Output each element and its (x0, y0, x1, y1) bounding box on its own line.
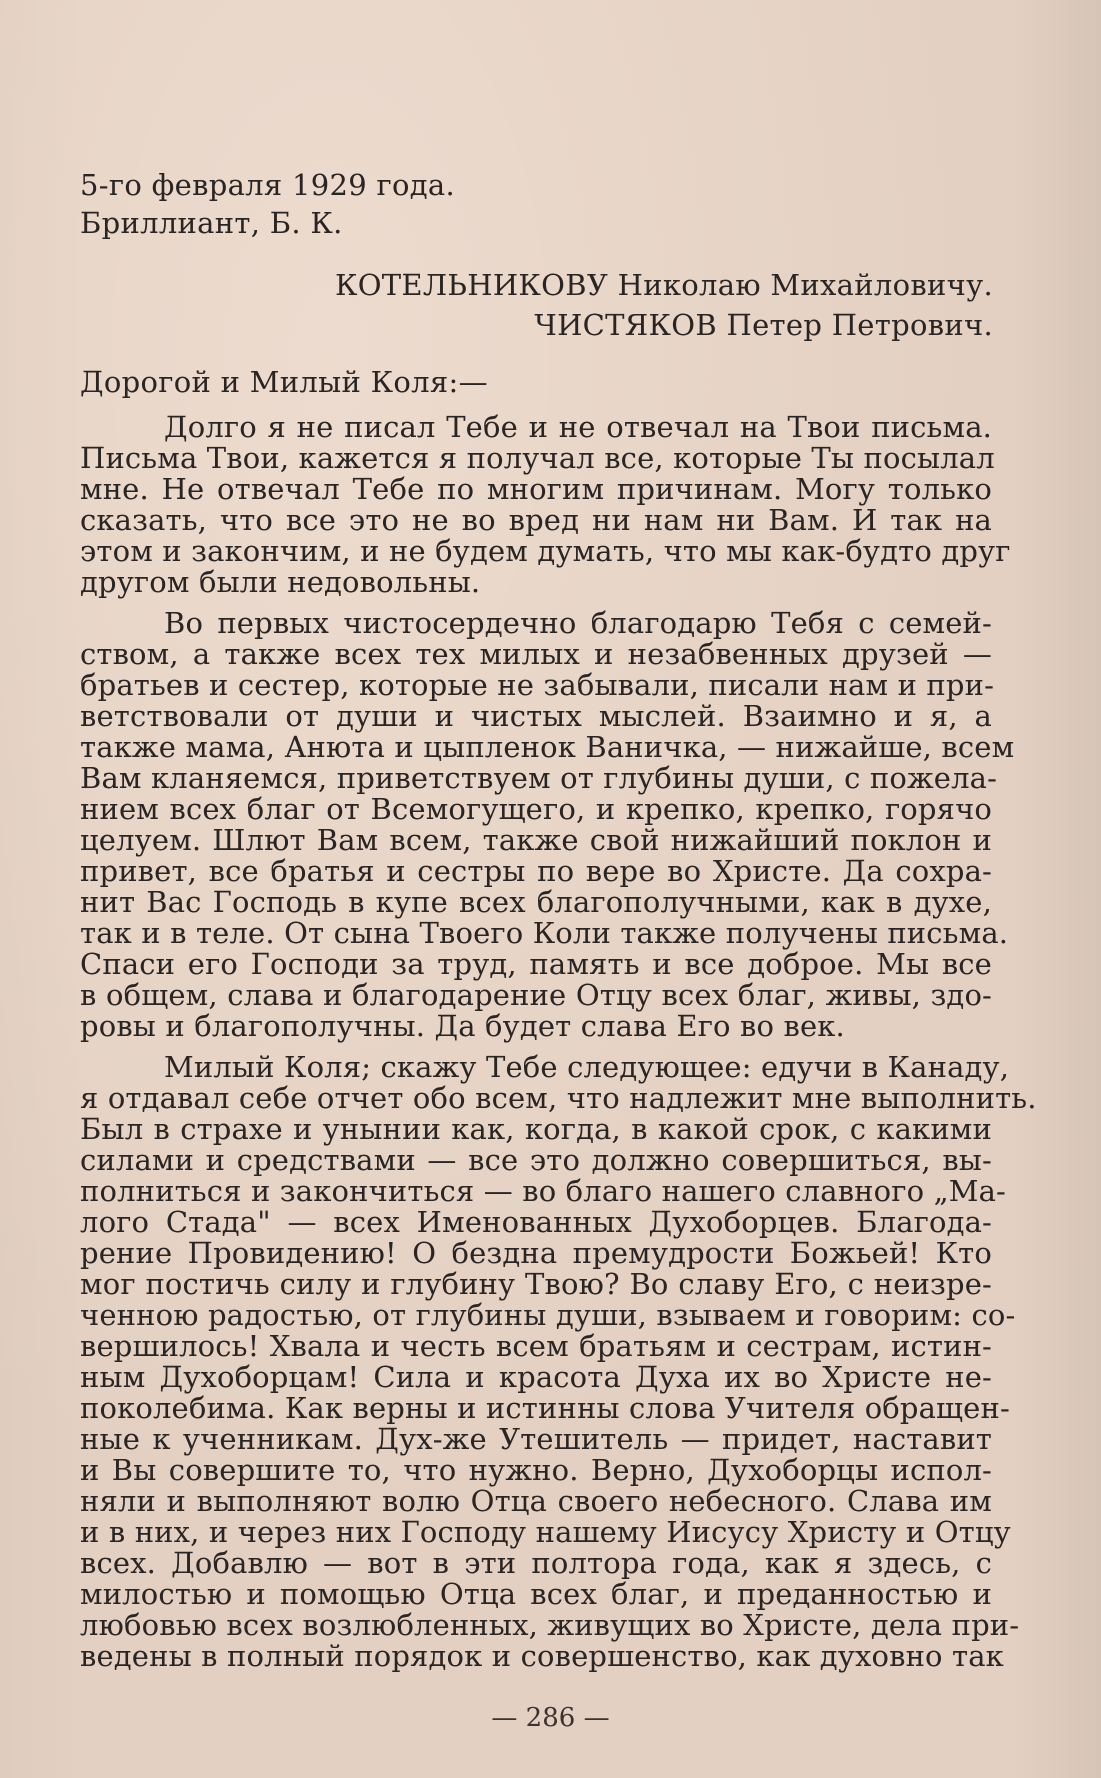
text-line: ровы и благополучны. Да будет слава Его во век. (80, 1009, 845, 1043)
text-line: Долго я не писал Тебе и не отвечал на Твои письма. (164, 410, 992, 444)
text-line: Спаси его Господи за труд, память и все доброе. Мы все (80, 947, 992, 981)
salutation: Дорогой и Милый Коля:— (80, 365, 488, 399)
text-line: мне. Не отвечал Тебе по многим причинам. Могу только (80, 472, 992, 506)
text-line: привет, все братья и сестры по вере во Христе. Да сохра- (80, 854, 992, 888)
text-line: и в них, и через них Господу нашему Иисусу Христу и Отцу (80, 1515, 1011, 1549)
text-line: Милый Коля; скажу Тебе следующее: едучи в Канаду, (164, 1050, 1010, 1084)
paragraph (80, 606, 1015, 1043)
text-line: я отдавал себе отчет обо всем, что надлежит мне выполнить. (80, 1081, 1037, 1115)
text-line: так и в теле. От сына Твоего Коли также получены письма. (80, 916, 1009, 950)
text-line: силами и средствами — все это должно совершиться, вы- (80, 1143, 992, 1177)
text-line: также мама, Анюта и цыпленок Ваничка, — нижайше, всем (80, 730, 1015, 764)
text-line: Был в страхе и унынии как, когда, в какой срок, с какими (80, 1112, 992, 1146)
text-line: целуем. Шлют Вам всем, также свой нижайший поклон и (80, 823, 992, 857)
text-line: нит Вас Господь в купе всех благополучными, как в духе, (80, 885, 992, 919)
text-line: поколебима. Как верны и истинны слова Учителя обращен- (80, 1391, 1010, 1425)
text-line: няли и выполняют волю Отца своего небесного. Слава им (80, 1484, 992, 1518)
text-line: рение Провидению! О бездна премудрости Божьей! Кто (80, 1236, 992, 1270)
text-line: Письма Твои, кажется я получал все, которые Ты посылал (80, 441, 995, 475)
text-line: ченною радостью, от глубины души, взываем и говорим: со- (80, 1298, 1016, 1332)
text-line: ветствовали от души и чистых мыслей. Взаимно и я, а (80, 699, 992, 733)
letter-date: 5-го февраля 1929 года. (80, 168, 456, 202)
text-line: Вам кланяемся, приветствуем от глубины души, с пожела- (80, 761, 998, 795)
sender-line: ЧИСТЯКОВ Петер Петрович. (534, 308, 993, 342)
text-line: полниться и закончиться — во благо нашего славного „Ма- (80, 1174, 1006, 1208)
text-line: в общем, слава и благодарение Отцу всех благ, живы, здо- (80, 978, 992, 1012)
page-number: — 286 — (491, 1703, 610, 1733)
text-line: ством, а также всех тех милых и незабвенных друзей — (80, 637, 992, 671)
text-line: всех. Добавлю — вот в эти полтора года, как я здесь, с (80, 1546, 992, 1580)
text-line: мог постичь силу и глубину Твою? Во славу Его, с неизре- (80, 1267, 992, 1301)
text-line: ным Духоборцам! Сила и красота Духа их во Христе не- (80, 1360, 992, 1394)
text-line: и Вы совершите то, что нужно. Верно, Духоборцы испол- (80, 1453, 992, 1487)
address-block (335, 265, 993, 345)
text-line: любовью всех возлюбленных, живущих во Христе, дела при- (80, 1608, 1020, 1642)
text-line: сказать, что все это не во вред ни нам ни Вам. И так на (80, 503, 992, 537)
text-line: этом и закончим, и не будем думать, что мы как-будто друг (80, 534, 1011, 568)
paragraph (80, 1050, 1037, 1673)
paragraph (80, 410, 1011, 599)
text-line: нием всех благ от Всемогущего, и крепко, крепко, горячо (80, 792, 992, 826)
text-line: вершилось! Хвала и честь всем братьям и сестрам, истин- (80, 1329, 992, 1363)
text-line: братьев и сестер, которые не забывали, писали нам и при- (80, 668, 995, 702)
letter-place: Бриллиант, Б. К. (80, 206, 343, 240)
letter-header (80, 166, 455, 242)
text-line: ные к ученникам. Дух-же Утешитель — придет, наставит (80, 1422, 992, 1456)
text-line: другом были недовольны. (80, 565, 481, 599)
recipient-line: КОТЕЛЬНИКОВУ Николаю Михайловичу. (334, 268, 993, 302)
text-line: милостью и помощью Отца всех благ, и преданностью и (80, 1577, 992, 1611)
text-line: Во первых чистосердечно благодарю Тебя с семей- (164, 606, 992, 640)
text-line: лого Стада" — всех Именованных Духоборцев. Благода- (80, 1205, 992, 1239)
letter-body (80, 410, 1037, 1682)
text-line: ведены в полный порядок и совершенство, как духовно так (80, 1639, 1004, 1673)
